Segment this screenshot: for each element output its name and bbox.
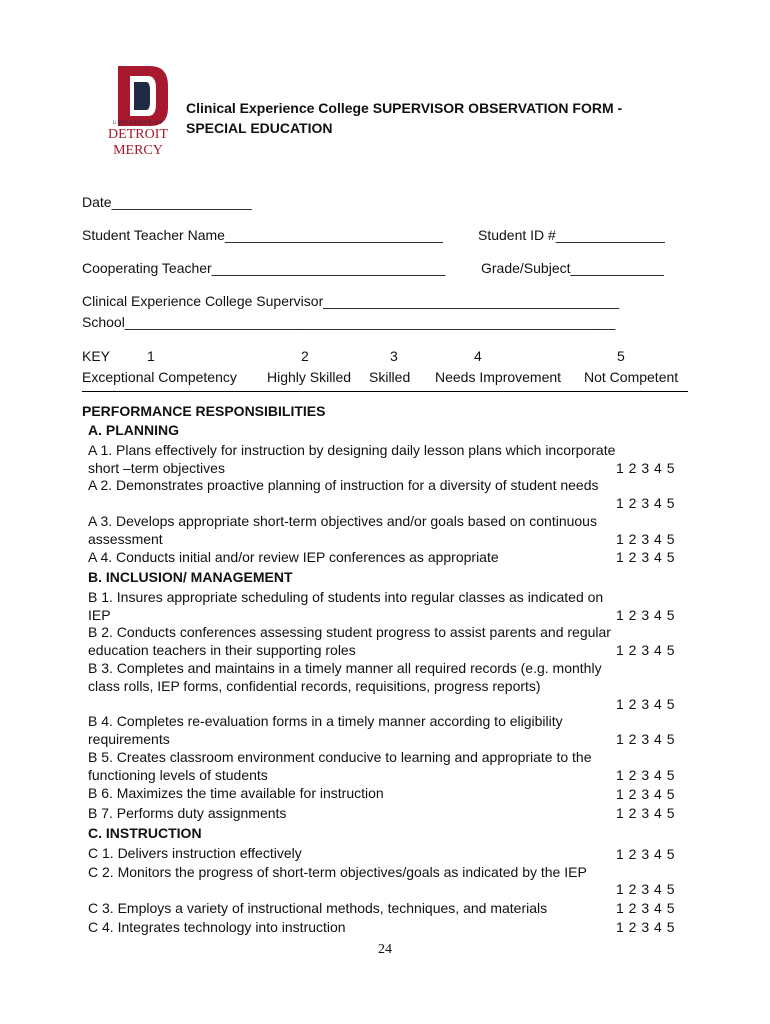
key-number-1: 1	[147, 348, 155, 364]
item-b2: B 2. Conducts conferences assessing student progress to assist parents and regular education teachers in their supporting roles	[88, 624, 611, 658]
item-c1: C 1. Delivers instruction effectively	[88, 845, 302, 861]
key-desc-3: Skilled	[369, 369, 411, 385]
logo-university-of: UNIVERSITY OF	[112, 121, 164, 126]
rating-c2[interactable]: 1 2 3 4 5	[616, 881, 675, 897]
section-heading-planning: A. PLANNING	[88, 422, 179, 438]
rating-b4[interactable]: 1 2 3 4 5	[616, 731, 675, 747]
item-a3: A 3. Develops appropriate short-term objectives and/or goals based on continuous assessment	[88, 513, 597, 547]
form-title-line2: SPECIAL EDUCATION	[186, 120, 333, 136]
rating-a1[interactable]: 1 2 3 4 5	[616, 460, 675, 476]
key-number-5: 5	[617, 348, 625, 364]
item-b5: B 5. Creates classroom environment conducive to learning and appropriate to the functioning levels of students	[88, 749, 592, 783]
key-desc-4: Needs Improvement	[435, 369, 562, 385]
rating-a3[interactable]: 1 2 3 4 5	[616, 531, 675, 547]
item-c4: C 4. Integrates technology into instruction	[88, 919, 346, 935]
logo-mercy: MERCY	[113, 143, 163, 158]
key-divider	[82, 391, 688, 392]
rating-b3[interactable]: 1 2 3 4 5	[616, 696, 675, 712]
section-heading-inclusion: B. INCLUSION/ MANAGEMENT	[88, 569, 293, 585]
date-field[interactable]: Date__________________	[82, 194, 252, 210]
section-title: PERFORMANCE RESPONSIBILITIES	[82, 403, 326, 419]
rating-b1[interactable]: 1 2 3 4 5	[616, 607, 675, 623]
grade-subject-field[interactable]: Grade/Subject____________	[481, 260, 664, 276]
item-b3: B 3. Completes and maintains in a timely manner all required records (e.g. monthly class rolls, IEP forms, confidential records, requisitions, progress reports)	[88, 660, 602, 694]
rating-b2[interactable]: 1 2 3 4 5	[616, 642, 675, 658]
school-field[interactable]: School_______________________________________________________________	[82, 314, 616, 330]
item-b7: B 7. Performs duty assignments	[88, 805, 287, 821]
rating-a2[interactable]: 1 2 3 4 5	[616, 495, 675, 511]
key-desc-2: Highly Skilled	[267, 369, 352, 385]
key-desc-1: Exceptional Competency	[82, 369, 237, 385]
student-teacher-field[interactable]: Student Teacher Name____________________________	[82, 227, 443, 243]
cooperating-teacher-field[interactable]: Cooperating Teacher______________________________	[82, 260, 446, 276]
item-a4: A 4. Conducts initial and/or review IEP conferences as appropriate	[88, 549, 499, 565]
key-desc-5: Not Competent	[584, 369, 679, 385]
item-b6: B 6. Maximizes the time available for instruction	[88, 785, 384, 801]
rating-a4[interactable]: 1 2 3 4 5	[616, 549, 675, 565]
item-a1: A 1. Plans effectively for instruction by designing daily lesson plans which incorporate short –term objectives	[88, 442, 616, 476]
logo-detroit: DETROIT	[108, 127, 168, 142]
rating-b5[interactable]: 1 2 3 4 5	[616, 767, 675, 783]
page-number: 24	[378, 942, 392, 957]
rating-c3[interactable]: 1 2 3 4 5	[616, 900, 675, 916]
student-id-field[interactable]: Student ID #______________	[478, 227, 665, 243]
rating-c4[interactable]: 1 2 3 4 5	[616, 919, 675, 935]
university-logo	[96, 62, 180, 158]
key-label: KEY	[82, 348, 111, 364]
key-number-2: 2	[301, 348, 309, 364]
rating-c1[interactable]: 1 2 3 4 5	[616, 846, 675, 862]
form-title-line1: Clinical Experience College SUPERVISOR OBSERVATION FORM -	[186, 100, 623, 116]
key-number-3: 3	[390, 348, 398, 364]
item-b1: B 1. Insures appropriate scheduling of students into regular classes as indicated on IEP	[88, 589, 604, 623]
item-b4: B 4. Completes re-evaluation forms in a timely manner according to eligibility requirements	[88, 713, 563, 747]
rating-b6[interactable]: 1 2 3 4 5	[616, 786, 675, 802]
item-c3: C 3. Employs a variety of instructional methods, techniques, and materials	[88, 900, 548, 916]
key-number-4: 4	[474, 348, 482, 364]
item-a2: A 2. Demonstrates proactive planning of instruction for a diversity of student needs	[88, 477, 599, 493]
form-title	[186, 98, 686, 138]
supervisor-field[interactable]: Clinical Experience College Supervisor______________________________________	[82, 293, 620, 309]
section-heading-instruction: C. INSTRUCTION	[88, 825, 202, 841]
rating-b7[interactable]: 1 2 3 4 5	[616, 805, 675, 821]
item-c2: C 2. Monitors the progress of short-term objectives/goals as indicated by the IEP	[88, 864, 587, 880]
